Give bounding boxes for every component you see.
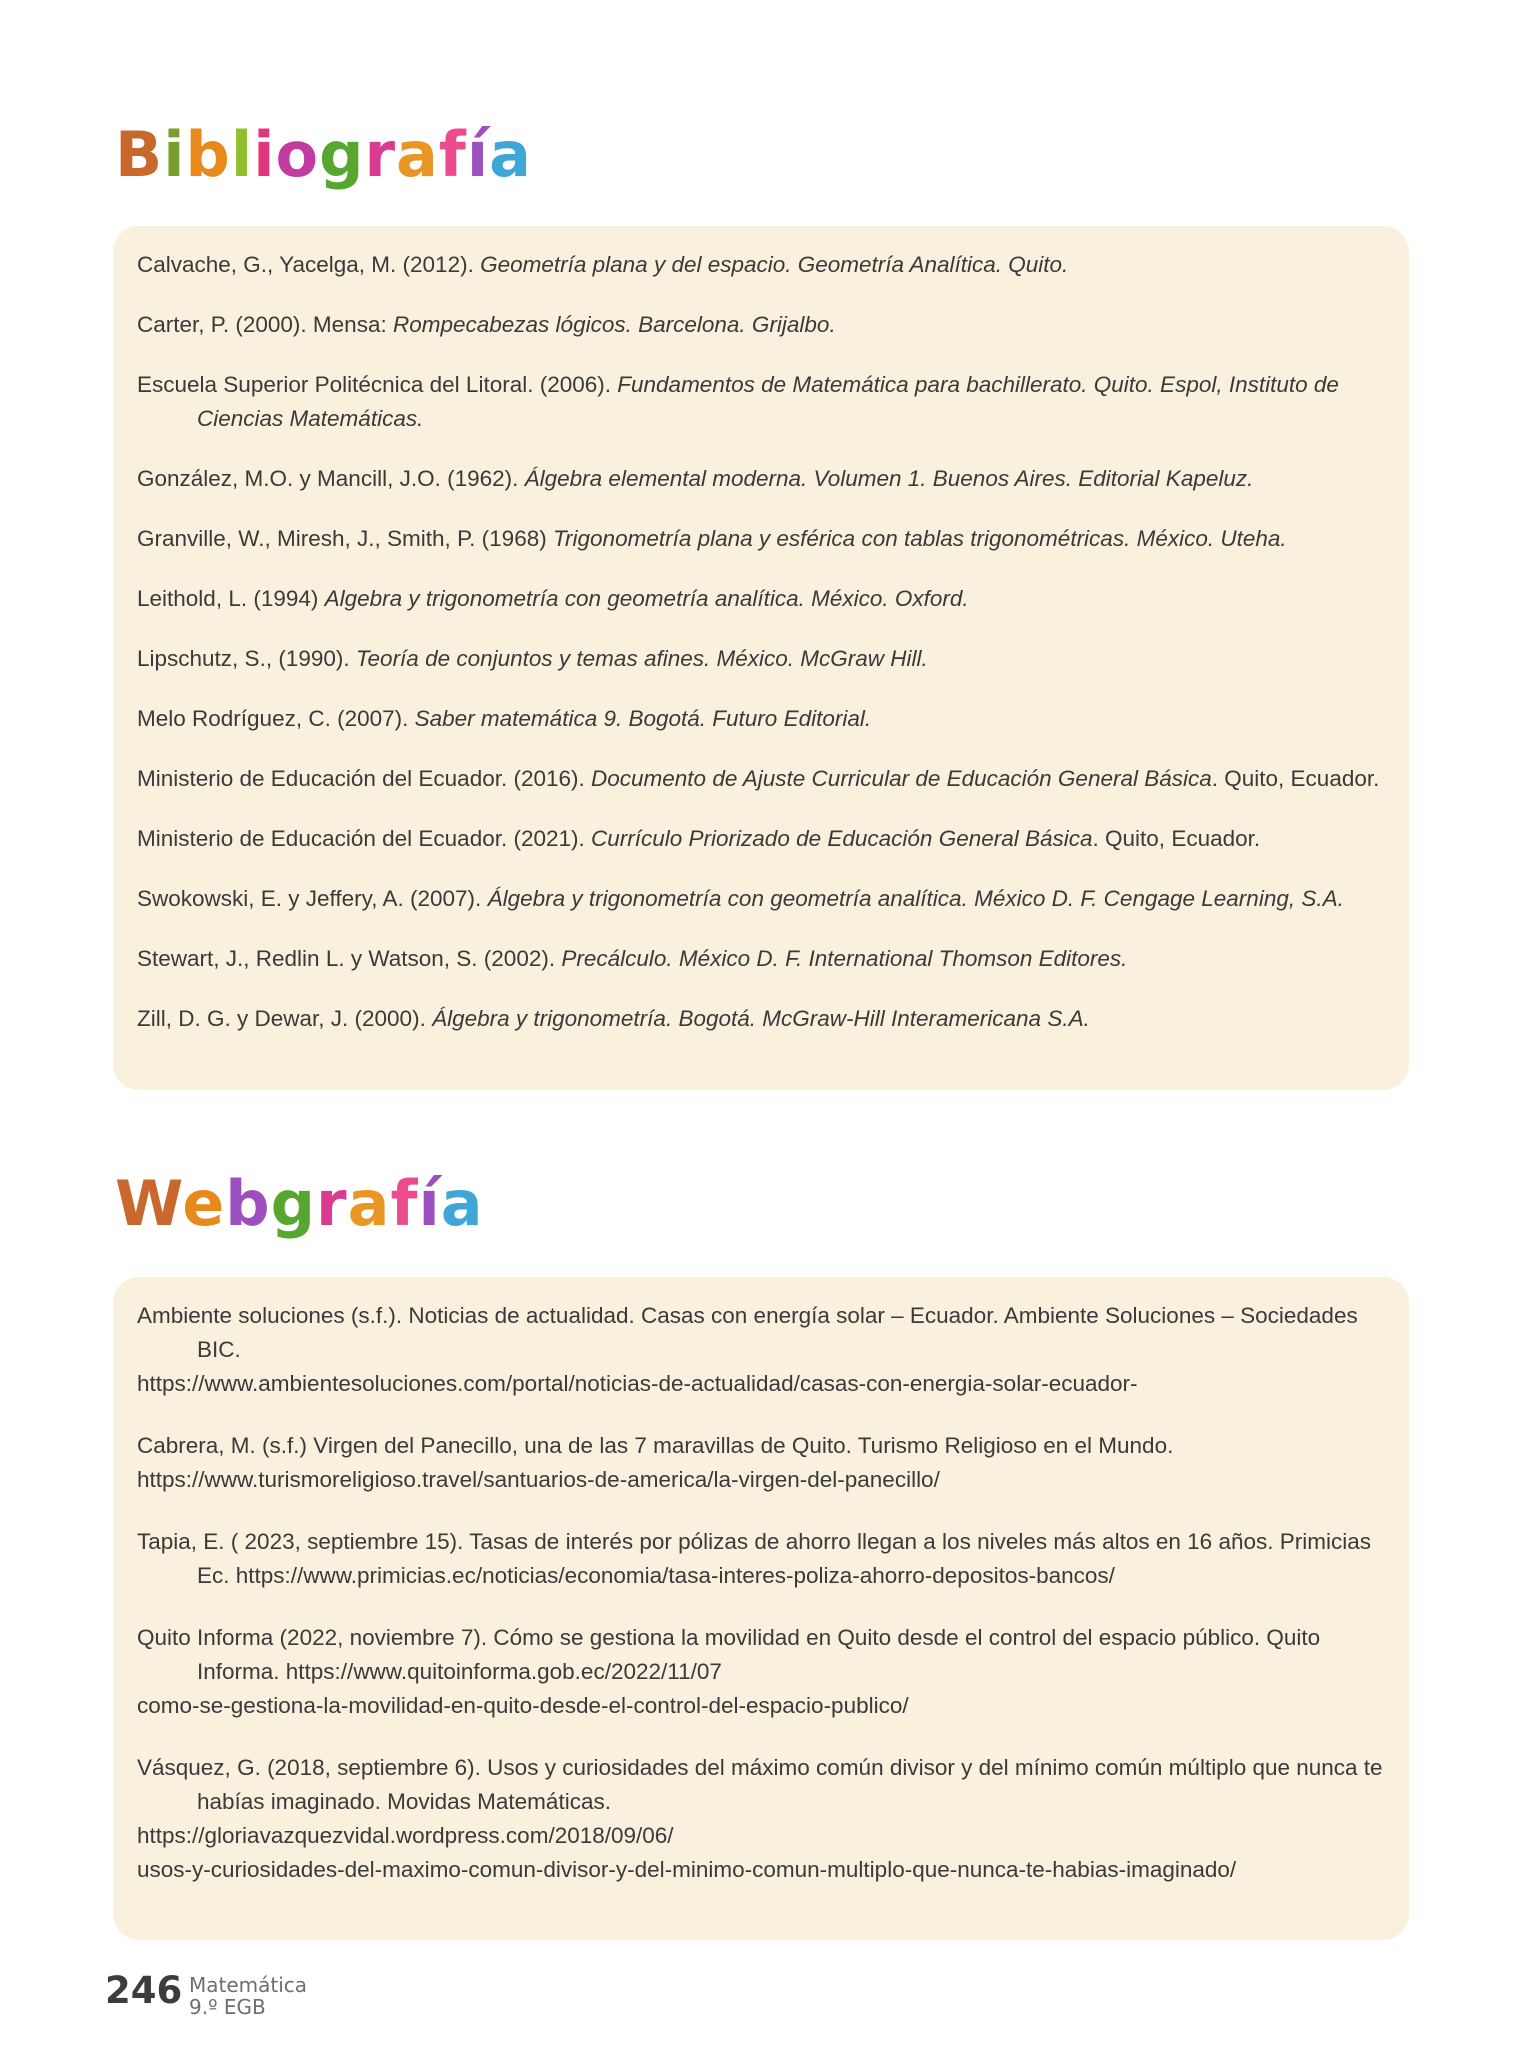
heading-letter: f (438, 118, 467, 191)
entry-author: Calvache, G., Yacelga, M. (2012). (137, 252, 481, 277)
heading-letter: í (418, 1167, 441, 1240)
heading-letter: a (440, 1167, 484, 1240)
heading-letter: W (115, 1167, 183, 1240)
entry-title: Rompecabezas lógicos. Barcelona. Grijalbo. (392, 312, 836, 337)
heading-letter: a (347, 1167, 391, 1240)
entry-citation: Cabrera, M. (s.f.) Virgen del Panecillo, una de las 7 maravillas de Quito. Turismo Religioso en el Mundo. (137, 1433, 1174, 1458)
entry-author: Carter, P. (2000). Mensa: (137, 312, 393, 337)
entry-title: Trigonometría plana y esférica con tablas trigonométricas. México. Uteha. (552, 526, 1287, 551)
heading-letter: í (466, 118, 490, 191)
bibliografia-box (113, 226, 1409, 1090)
webgrafia-heading (115, 1167, 484, 1240)
entry-url: https://www.ambientesoluciones.com/portal/noticias-de-actualidad/casas-con-energia-solar-ecuador- (137, 1371, 1138, 1396)
bibliography-entry (137, 522, 1385, 556)
bibliography-entry (137, 762, 1385, 796)
entry-url: usos-y-curiosidades-del-maximo-comun-divisor-y-del-minimo-comun-multiplo-que-nunca-te-habias-imaginado/ (137, 1857, 1237, 1882)
entry-citation: Vásquez, G. (2018, septiembre 6). Usos y curiosidades del máximo común divisor y del mínimo común múltiplo que nunca te habías imaginado. Movidas Matemáticas. (137, 1755, 1383, 1814)
heading-letter: r (316, 1167, 348, 1240)
bibliography-entry (137, 462, 1385, 496)
entry-title: Currículo Priorizado de Educación General Básica (591, 826, 1093, 851)
heading-letter: r (364, 118, 397, 191)
heading-letter: g (270, 1167, 317, 1240)
entry-title: Álgebra y trigonometría. Bogotá. McGraw-Hill Interamericana S.A. (432, 1006, 1090, 1031)
bibliography-entry (137, 702, 1385, 736)
webgraphy-entry (137, 1751, 1385, 1887)
entry-author: Ministerio de Educación del Ecuador. (2021). (137, 826, 592, 851)
entry-author: Granville, W., Miresh, J., Smith, P. (1968) (137, 526, 553, 551)
entry-author: González, M.O. y Mancill, J.O. (1962). (137, 466, 525, 491)
entry-author: Escuela Superior Politécnica del Litoral. (2006). (137, 372, 618, 397)
entry-author: Melo Rodríguez, C. (2007). (137, 706, 415, 731)
heading-letter: o (275, 118, 320, 191)
entry-author: Swokowski, E. y Jeffery, A. (2007). (137, 886, 488, 911)
heading-letter: a (396, 118, 439, 191)
webgraphy-entry (137, 1525, 1385, 1593)
webgrafia-box (113, 1277, 1409, 1940)
footer-grade: 9.º EGB (189, 1995, 266, 2019)
bibliography-entry (137, 368, 1385, 436)
bibliography-entry (137, 642, 1385, 676)
page-number: 246 (105, 1969, 183, 2012)
entry-author: Zill, D. G. y Dewar, J. (2000). (137, 1006, 433, 1031)
heading-letter: f (390, 1167, 419, 1240)
bibliography-entry (137, 882, 1385, 916)
footer-label (189, 1974, 307, 2018)
bibliografia-heading (115, 118, 532, 191)
entry-url: https://gloriavazquezvidal.wordpress.com/2018/09/06/ (137, 1823, 674, 1848)
entry-url: https://www.turismoreligioso.travel/santuarios-de-america/la-virgen-del-panecillo/ (137, 1467, 940, 1492)
bibliography-entry (137, 248, 1385, 282)
entry-title: Álgebra elemental moderna. Volumen 1. Buenos Aires. Editorial Kapeluz. (524, 466, 1254, 491)
entry-title: Teoría de conjuntos y temas afines. México. McGraw Hill. (355, 646, 928, 671)
entry-author: Lipschutz, S., (1990). (137, 646, 356, 671)
heading-letter: g (319, 118, 365, 191)
bibliography-entry (137, 582, 1385, 616)
heading-letter: B (115, 118, 164, 191)
entry-title: Algebra y trigonometría con geometría analítica. México. Oxford. (324, 586, 969, 611)
bibliography-entry (137, 1002, 1385, 1036)
footer-subject: Matemática (189, 1973, 308, 1997)
entry-title: Fundamentos de Matemática para bachillerato. Quito. Espol, Instituto de Ciencias Matemáticas. (197, 372, 1339, 431)
webgraphy-entry (137, 1429, 1385, 1497)
heading-letter: i (163, 118, 186, 191)
entry-citation: Ambiente soluciones (s.f.). Noticias de actualidad. Casas con energía solar – Ecuador. Ambiente Soluciones – Sociedades BIC. (137, 1303, 1358, 1362)
entry-citation: Tapia, E. ( 2023, septiembre 15). Tasas de interés por pólizas de ahorro llegan a los niveles más altos en 16 años. Primicias Ec. https://www.primicias.ec/noticias/economia/tasa-interes-poliza-ahorro-depositos-bancos/ (137, 1529, 1371, 1588)
heading-letter: b (185, 118, 231, 191)
bibliography-entry (137, 308, 1385, 342)
bibliography-entry (137, 942, 1385, 976)
entry-publisher: . Quito, Ecuador. (1211, 766, 1380, 791)
entry-title: Álgebra y trigonometría con geometría analítica. México D. F. Cengage Learning, S.A. (487, 886, 1344, 911)
webgraphy-entry (137, 1621, 1385, 1723)
entry-title: Saber matemática 9. Bogotá. Futuro Editorial. (414, 706, 872, 731)
heading-letter: b (225, 1167, 271, 1240)
heading-letter: l (230, 118, 254, 191)
bibliography-entry (137, 822, 1385, 856)
entry-publisher: . Quito, Ecuador. (1092, 826, 1261, 851)
entry-title: Precálculo. México D. F. International Thomson Editores. (561, 946, 1128, 971)
entry-citation: Quito Informa (2022, noviembre 7). Cómo se gestiona la movilidad en Quito desde el control del espacio público. Quito Informa. https://www.quitoinforma.gob.ec/2022/11/07 (137, 1625, 1321, 1684)
entry-url: como-se-gestiona-la-movilidad-en-quito-desde-el-control-del-espacio-publico/ (137, 1693, 909, 1718)
entry-title: Documento de Ajuste Curricular de Educación General Básica (591, 766, 1212, 791)
entry-author: Leithold, L. (1994) (137, 586, 325, 611)
entry-title: Geometría plana y del espacio. Geometría Analítica. Quito. (480, 252, 1069, 277)
entry-author: Ministerio de Educación del Ecuador. (2016). (137, 766, 592, 791)
webgraphy-entry (137, 1299, 1385, 1401)
heading-letter: e (182, 1167, 226, 1240)
heading-letter: i (253, 118, 276, 191)
entry-author: Stewart, J., Redlin L. y Watson, S. (2002). (137, 946, 562, 971)
heading-letter: a (489, 118, 532, 191)
